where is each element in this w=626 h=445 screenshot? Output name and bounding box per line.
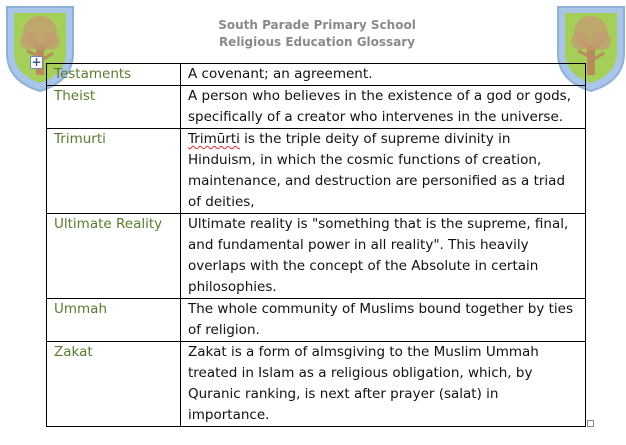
school-name: South Parade Primary School xyxy=(218,18,416,32)
table-row xyxy=(47,129,586,214)
glossary-definition[interactable]: Ultimate reality is "something that is the supreme, final, and fundamental power in all reality". This heavily overlaps with the concept of the Absolute in certain philosophies. xyxy=(181,214,586,299)
table-row xyxy=(47,299,586,342)
glossary-term[interactable]: Ultimate Reality xyxy=(47,214,181,299)
glossary-definition[interactable] xyxy=(181,129,586,214)
table-row xyxy=(47,342,586,427)
spellcheck-flagged-word[interactable]: Trimūrti xyxy=(188,131,240,147)
table-row xyxy=(47,86,586,129)
glossary-definition-text: is the triple deity of supreme divinity in Hinduism, in which the cosmic functions of creation, maintenance, and destruction are personified as a triad of deities, xyxy=(188,131,566,210)
glossary-definition[interactable]: A person who believes in the existence of a god or gods, specifically of a creator who intervenes in the universe. xyxy=(181,86,586,129)
table-row xyxy=(47,214,586,299)
glossary-definition[interactable]: The whole community of Muslims bound together by ties of religion. xyxy=(181,299,586,342)
table-resize-handle[interactable] xyxy=(587,420,594,427)
glossary-term[interactable]: Ummah xyxy=(47,299,181,342)
glossary-term[interactable]: Testaments xyxy=(47,64,181,86)
glossary-definition[interactable]: A covenant; an agreement. xyxy=(181,64,586,86)
glossary-definition[interactable]: Zakat is a form of almsgiving to the Muslim Ummah treated in Islam as a religious obligation, which, by Quranic ranking, is next after prayer (salat) in importance. xyxy=(181,342,586,427)
table-row xyxy=(47,64,586,86)
document-header xyxy=(0,17,626,51)
glossary-term[interactable]: Zakat xyxy=(47,342,181,427)
glossary-term[interactable]: Trimurti xyxy=(47,129,181,214)
glossary-table xyxy=(46,63,586,427)
document-title: Religious Education Glossary xyxy=(218,35,416,49)
table-move-handle-icon[interactable]: + xyxy=(31,55,42,69)
glossary-term[interactable]: Theist xyxy=(47,86,181,129)
